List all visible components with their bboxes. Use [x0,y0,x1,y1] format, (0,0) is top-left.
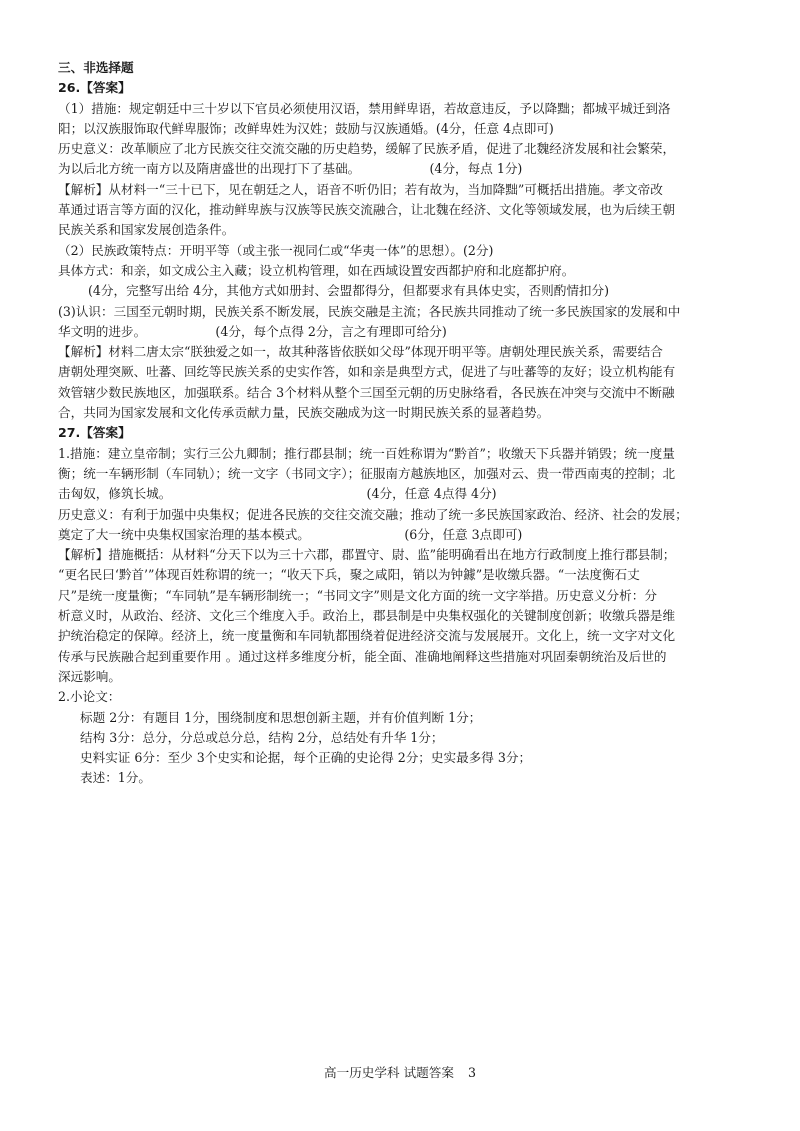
essay-criterion: 表述：1分。 [80,770,151,786]
q27-line: 1.措施：建立皇帝制；实行三公九卿制；推行郡县制；统一百姓称谓为“黔首”；收缴天下兵器并销毁；统一度量 [58,445,675,461]
essay-criterion: 标题 2分：有题目 1分，围绕制度和思想创新主题，并有价值判断 1分； [80,709,482,725]
q26-line: 阳；以汉族服饰取代鲜卑服饰；改鲜卑姓为汉姓；鼓励与汉族通婚。(4分，任意 4点即可) [58,120,554,136]
q26-line: 华文明的进步。 (4分，每个点得 2分，言之有理即可给分) [58,323,447,339]
q27-line: 衡；统一车辆形制（车同轨）；统一文字（书同文字）；征服南方越族地区，加强对云、贵一带西南夷的控制；北 [58,465,676,481]
q26-line: （2）民族政策特点：开明平等（或主张一视同仁或“华夷一体”的思想）。(2分) [58,242,494,258]
q26-line: 革通过语言等方面的汉化，推动鲜卑族与汉族等民族交流融合，让北魏在经济、文化等领域发展，也为后续王朝 [58,202,676,218]
section-title: 三、非选择题 [58,60,134,75]
footer-text: 高一历史学科 试题答案 [324,1065,454,1080]
q27-line: 尺”是统一度量衡；“车同轨”是车辆形制统一；“书同文字”则是文化方面的统一文字举措。历史意义分析：分 [58,587,657,603]
q27-line: 【解析】措施概括：从材料“分天下以为三十六郡，郡置守、尉、监”能明确看出在地方行政制度上推行郡县制； [58,547,676,563]
essay-criterion: 结构 3分：总分，分总或总分总，结构 2分，总结处有升华 1分； [80,729,444,745]
answer-content [58,58,748,789]
q26-line: 为以后北方统一南方以及隋唐盛世的出现打下了基础。 (4分，每点 1分) [58,161,523,177]
q27-line: “更名民曰‘黔首’”体现百姓称谓的统一；“收天下兵，聚之咸阳，销以为钟鐻”是收缴兵器。“一法度衡石丈 [58,567,640,583]
q27-line: 析意义时，从政治、经济、文化三个维度入手。政治上，郡县制是中央集权强化的关键制度创新；收缴兵器是维 [58,608,676,624]
q27-line: 传承与民族融合起到重要作用 。通过这样多维度分析，能全面、准确地阐释这些措施对巩固秦朝统治及后世的 [58,648,667,664]
q27-line: 奠定了大一统中央集权国家治理的基本模式。 (6分，任意 3点即可) [58,526,523,542]
q26-line: 具体方式：和亲，如文成公主入藏；设立机构管理，如在西域设置安西都护府和北庭都护府。 [58,262,575,278]
question-26-header: 26.【答案】 [58,80,131,96]
q26-line: 【解析】从材料一“三十已下，见在朝廷之人，语音不听仍旧；若有故为，当加降黜”可概括出措施。孝文帝改 [58,181,663,197]
q26-line: 唐朝处理突厥、吐蕃、回纥等民族关系的史实作答，如和亲是典型方式，促进了与吐蕃等的友好；设立机构能有 [58,364,676,380]
essay-criterion: 史料实证 6分：至少 3个史实和论据，每个正确的史论得 2分；史实最多得 3分； [80,750,532,766]
page-footer [0,1062,800,1081]
q27-line: 历史意义：有利于加强中央集权；促进各民族的交往交流交融；推动了统一多民族国家政治、经济、社会的发展； [58,506,688,522]
q26-line: 效管辖少数民族地区，加强联系。结合 3个材料从整个三国至元朝的历史脉络看，各民族在冲突与交流中不断融 [58,384,675,400]
essay-header: 2.小论文： [58,689,121,705]
q26-line: 【解析】材料二唐太宗“朕独爱之如一，故其种落皆依朕如父母”体现开明平等。唐朝处理民族关系，需要结合 [58,344,663,360]
page-number: 3 [467,1065,476,1080]
q26-line: 民族关系和国家发展创造条件。 [58,222,235,238]
q26-line: 历史意义：改革顺应了北方民族交往交流交融的历史趋势，缓解了民族矛盾，促进了北魏经济发展和社会繁荣， [58,141,676,157]
q26-line: (3)认识：三国至元朝时期，民族关系不断发展，民族交融是主流；各民族共同推动了统一多民族国家的发展和中 [58,303,681,319]
q27-line: 护统治稳定的保障。经济上，统一度量衡和车同轨都围绕着促进经济交流与发展展开。文化上，统一文字对文化 [58,628,676,644]
q26-line: （1）措施：规定朝廷中三十岁以下官员必须使用汉语，禁用鲜卑语，若故意违反，予以降黜；都城平城迁到洛 [58,100,671,116]
q26-line: 合，共同为国家发展和文化传承贡献力量，民族交融成为这一时期民族关系的显著趋势。 [58,405,550,421]
q27-line: 深远影响。 [58,668,121,684]
q27-line: 击匈奴，修筑长城。 (4分，任意 4点得 4分) [58,486,497,502]
q26-score-note: (4分，完整写出给 4分，其他方式如册封、会盟都得分，但都要求有具体史实，否则酌情扣分) [88,283,610,299]
question-27-header: 27.【答案】 [58,425,131,441]
